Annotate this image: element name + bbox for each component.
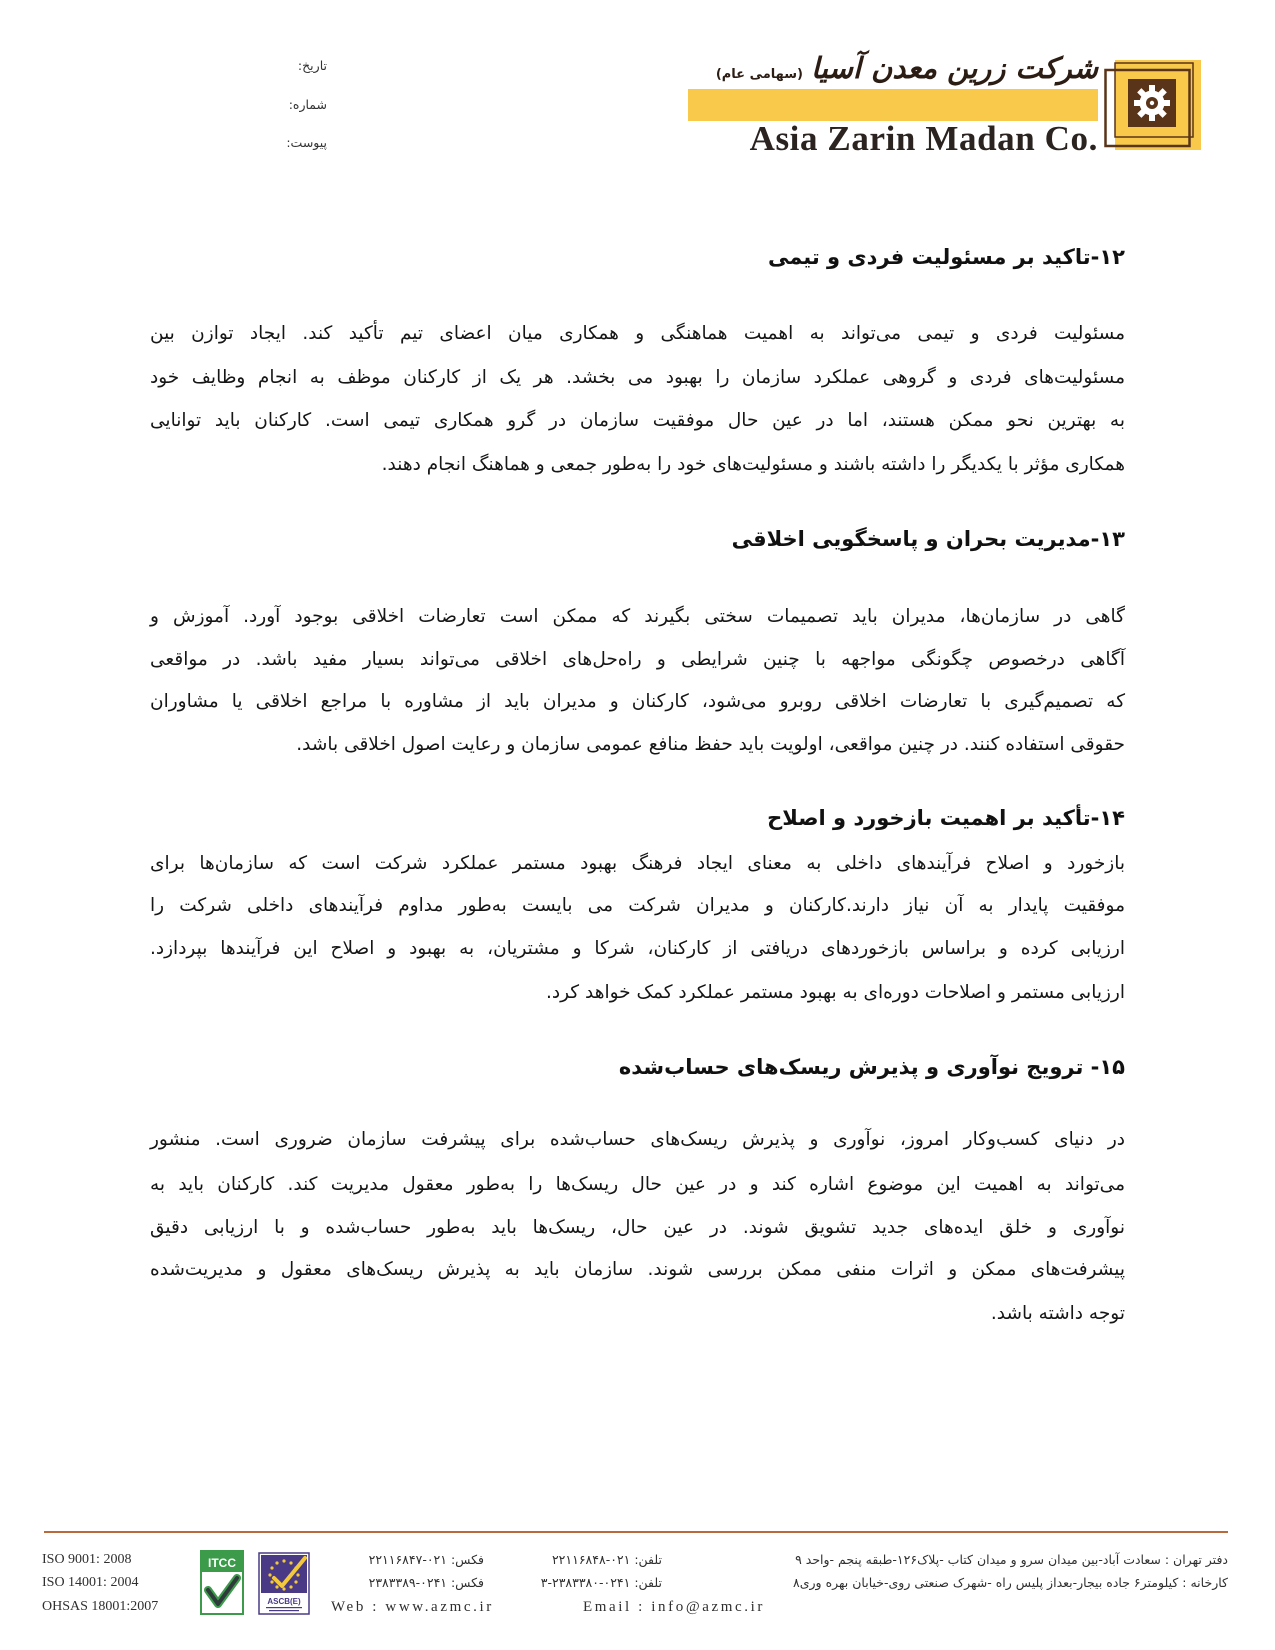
date-label: تاریخ: xyxy=(297,58,327,73)
section-heading: ۱۳-مدیریت بحران و پاسخگویی اخلاقی xyxy=(731,527,1125,551)
paragraph-line: به بهترین نحو ممکن هستند، اما در عین حال موفقیت سازمان در گرو همکاری تیمی است. کارکنان باید توانایی xyxy=(150,410,1125,431)
paragraph-line: پیشرفت‌های ممکن و اثرات منفی ممکن بررسی شوند. سازمان باید به پذیرش ریسک‌های معقول و مدیریت‌شده xyxy=(150,1259,1125,1280)
paragraph-line: نوآوری و خلق ایده‌های جدید تشویق شوند. در عین حال، ریسک‌ها باید به‌طور حساب‌شده و با ارزیابی دقیق xyxy=(150,1217,1125,1238)
company-name-fa: شرکت زرین معدن آسیا xyxy=(810,51,1098,85)
attachment-label: پیوست: xyxy=(286,135,327,150)
website-text: Web : www.azmc.ir xyxy=(331,1599,494,1615)
paragraph-line: مسئولیت فردی و تیمی می‌تواند به اهمیت هماهنگی و همکاری میان اعضای تیم تأکید کند. ایجاد توازن بین xyxy=(150,323,1125,344)
office-address: دفتر تهران : سعادت آباد-بین میدان سرو و میدان کتاب -پلاک۱۲۶-طبقه پنجم -واحد ۹ xyxy=(795,1552,1228,1567)
paragraph-line: که تصمیم‌گیری با تعارضات اخلاقی روبرو می‌شود، کارکنان و مدیران باید از مشاوره با مراجع اخلاقی یا مشاوران xyxy=(150,691,1125,712)
company-name-block xyxy=(716,48,1098,88)
company-type-fa: (سهامی عام) xyxy=(715,67,803,82)
svg-text:ASCB(E): ASCB(E) xyxy=(267,1597,301,1606)
section-heading: ۱۴-تأکید بر اهمیت بازخورد و اصلاح xyxy=(767,806,1125,830)
paragraph-line: آگاهی درخصوص چگونگی مواجهه با چنین شرایطی و راه‌حل‌های اخلاقی می‌تواند بسیار مفید باشد. در مواقعی xyxy=(150,649,1125,670)
gear-logo-icon xyxy=(1104,60,1201,150)
office-fax: فکس: ۰۲۱-۲۲۱۱۶۸۴۷ xyxy=(368,1552,484,1567)
section-heading: ۱۵- ترویج نوآوری و پذیرش ریسک‌های حساب‌شده xyxy=(618,1055,1125,1079)
svg-text:ITCC: ITCC xyxy=(208,1556,236,1570)
number-label: شماره: xyxy=(288,97,327,112)
certification-text: ISO 14001: 2004 xyxy=(42,1575,139,1590)
section-heading: ۱۲-تاکید بر مسئولیت فردی و تیمی xyxy=(767,245,1125,269)
paragraph-line: مسئولیت‌های فردی و گروهی عملکرد سازمان را بهبود می بخشد. هر یک از کارکنان موظف به انجام وظایف خود xyxy=(150,367,1125,388)
paragraph-line: موفقیت پایدار به آن نیاز دارند.کارکنان و مدیران شرکت می بایست به‌طور مداوم فرآیندهای داخلی شرکت را xyxy=(150,895,1125,916)
paragraph-line: می‌تواند به اهمیت این موضوع اشاره کند و در عین حال ریسک‌ها را به‌طور معقول مدیریت کند. کارکنان باید به xyxy=(150,1174,1125,1195)
factory-fax: فکس: ۰۲۴۱-۲۳۸۳۳۸۹ xyxy=(368,1575,484,1590)
certification-text: OHSAS 18001:2007 xyxy=(42,1599,159,1614)
paragraph-line: ارزیابی کرده و براساس بازخوردهای دریافتی از کارکنان، شرکا و مشتریان، به بهبود و اصلاح این فرآیندها بپردازد. xyxy=(150,938,1125,959)
certification-text: ISO 9001: 2008 xyxy=(42,1552,132,1567)
itcc-logo-icon xyxy=(200,1550,244,1615)
factory-phone: تلفن: ۰۲۴۱-۲۳۸۳۳۸۰-۳ xyxy=(540,1575,662,1590)
paragraph-line: توجه داشته باشد. xyxy=(990,1303,1125,1324)
factory-address: کارخانه : کیلومتر۶ جاده بیجار-بعداز پلیس راه -شهرک صنعتی روی-خیابان بهره وری۸ xyxy=(793,1575,1228,1590)
office-phone: تلفن: ۰۲۱-۲۲۱۱۶۸۴۸ xyxy=(551,1552,662,1567)
footer-rule xyxy=(44,1531,1228,1533)
paragraph-line: در دنیای کسب‌وکار امروز، نوآوری و پذیرش ریسک‌های حساب‌شده برای پیشرفت سازمان ضروری است. منشور xyxy=(150,1129,1125,1150)
paragraph-line: ارزیابی مستمر و اصلاحات دوره‌ای به بهبود مستمر عملکرد کمک خواهد کرد. xyxy=(545,982,1125,1003)
paragraph-line: حقوقی استفاده کنند. در چنین مواقعی، اولویت باید حفظ منافع عمومی سازمان و رعایت اصول اخلاقی باشد. xyxy=(296,734,1125,755)
ascb-logo-icon xyxy=(258,1552,310,1615)
paragraph-line: بازخورد و اصلاح فرآیندهای داخلی به معنای ایجاد فرهنگ بهبود مستمر عملکرد شرکت است که سازمان‌ها برای xyxy=(150,853,1125,874)
company-name-en: Asia Zarin Madan Co. xyxy=(749,119,1098,158)
paragraph-line: گاهی در سازمان‌ها، مدیران باید تصمیمات سختی بگیرند که ممکن است تعارضات اخلاقی بوجود آورد. آموزش و xyxy=(150,606,1125,627)
paragraph-line: همکاری مؤثر با یکدیگر را داشته باشند و مسئولیت‌های خود را به‌طور جمعی و هماهنگ انجام دهند. xyxy=(381,454,1125,475)
email-text: Email : info@azmc.ir xyxy=(583,1599,766,1615)
